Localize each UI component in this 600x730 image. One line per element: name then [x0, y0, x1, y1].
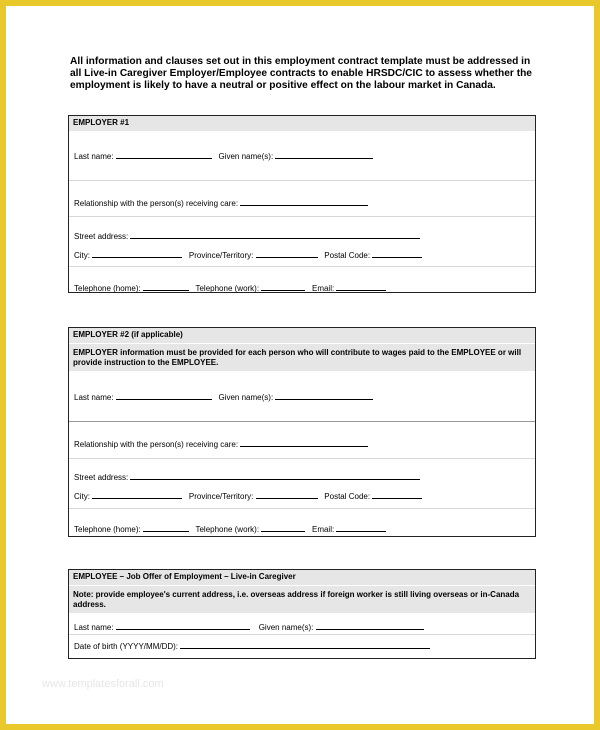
- last-name-field[interactable]: [116, 621, 250, 630]
- city-label: City:: [74, 492, 90, 501]
- telephone-home-label: Telephone (home):: [74, 284, 141, 293]
- postal-code-field[interactable]: [372, 249, 422, 258]
- employer-2-relationship-row: [74, 438, 368, 450]
- separator: [69, 216, 535, 217]
- province-field[interactable]: [256, 490, 318, 499]
- telephone-work-label: Telephone (work):: [195, 525, 260, 534]
- employer-2-phone-row: [74, 523, 386, 535]
- city-label: City:: [74, 251, 90, 260]
- given-names-label: Given name(s):: [218, 393, 274, 402]
- postal-code-label: Postal Code:: [324, 492, 371, 501]
- employer-1-section: [68, 115, 536, 293]
- telephone-home-field[interactable]: [143, 523, 189, 532]
- employee-note: Note: provide employee's current address, i.e. overseas address if foreign worker is still living overseas or in-Canada address.: [69, 585, 535, 613]
- last-name-field[interactable]: [116, 150, 212, 159]
- separator: [69, 508, 535, 509]
- given-names-label: Given name(s):: [258, 623, 314, 632]
- city-field[interactable]: [92, 249, 182, 258]
- telephone-work-label: Telephone (work):: [195, 284, 260, 293]
- street-field[interactable]: [130, 230, 420, 239]
- date-of-birth-label: Date of birth (YYYY/MM/DD):: [74, 642, 179, 651]
- street-label: Street address:: [74, 473, 129, 482]
- employer-2-heading: EMPLOYER #2 (if applicable): [69, 328, 535, 343]
- employer-1-city-row: [74, 249, 422, 261]
- last-name-label: Last name:: [74, 393, 114, 402]
- province-field[interactable]: [256, 249, 318, 258]
- email-label: Email:: [311, 525, 335, 534]
- telephone-work-field[interactable]: [261, 523, 305, 532]
- given-names-field[interactable]: [316, 621, 424, 630]
- date-of-birth-field[interactable]: [180, 640, 430, 649]
- relationship-field[interactable]: [240, 438, 368, 447]
- employer-1-phone-row: [74, 282, 386, 294]
- province-label: Province/Territory:: [188, 492, 254, 501]
- last-name-label: Last name:: [74, 152, 114, 161]
- employer-2-city-row: [74, 490, 422, 502]
- given-names-label: Given name(s):: [218, 152, 274, 161]
- telephone-home-field[interactable]: [143, 282, 189, 291]
- employer-1-street-row: [74, 230, 420, 242]
- employer-1-relationship-row: [74, 197, 368, 209]
- employee-dob-row: [74, 640, 430, 652]
- given-names-field[interactable]: [275, 391, 373, 400]
- street-label: Street address:: [74, 232, 129, 241]
- employer-1-name-row: [74, 150, 373, 162]
- relationship-field[interactable]: [240, 197, 368, 206]
- employee-name-row: [74, 621, 424, 633]
- email-field[interactable]: [336, 282, 386, 291]
- postal-code-label: Postal Code:: [324, 251, 371, 260]
- relationship-label: Relationship with the person(s) receiving care:: [74, 199, 239, 208]
- employer-2-section: [68, 327, 536, 537]
- intro-paragraph: All information and clauses set out in this employment contract template must be addressed in all Live-in Caregiver Employer/Employee contracts to enable HRSDC/CIC to assess whether the employment is likely to have a neutral or positive effect on the labour market in Canada.: [70, 56, 532, 92]
- separator: [69, 180, 535, 181]
- last-name-field[interactable]: [116, 391, 212, 400]
- last-name-label: Last name:: [74, 623, 114, 632]
- street-field[interactable]: [130, 471, 420, 480]
- employee-section: [68, 569, 536, 659]
- province-label: Province/Territory:: [188, 251, 254, 260]
- city-field[interactable]: [92, 490, 182, 499]
- employer-2-street-row: [74, 471, 420, 483]
- employer-1-heading: EMPLOYER #1: [69, 116, 535, 131]
- separator: [69, 266, 535, 267]
- telephone-work-field[interactable]: [261, 282, 305, 291]
- employer-2-name-row: [74, 391, 373, 403]
- employee-heading: EMPLOYEE – Job Offer of Employment – Live-in Caregiver: [69, 570, 535, 585]
- separator: [69, 458, 535, 459]
- telephone-home-label: Telephone (home):: [74, 525, 141, 534]
- postal-code-field[interactable]: [372, 490, 422, 499]
- separator: [69, 421, 535, 422]
- given-names-field[interactable]: [275, 150, 373, 159]
- relationship-label: Relationship with the person(s) receiving care:: [74, 440, 239, 449]
- document-page: [6, 6, 594, 724]
- email-field[interactable]: [336, 523, 386, 532]
- watermark: www.templatesforall.com: [42, 678, 164, 690]
- email-label: Email:: [311, 284, 335, 293]
- employer-2-note: EMPLOYER information must be provided for each person who will contribute to wages paid to the EMPLOYEE or will provide instruction to the EMPLOYEE.: [69, 343, 535, 371]
- separator: [69, 634, 535, 635]
